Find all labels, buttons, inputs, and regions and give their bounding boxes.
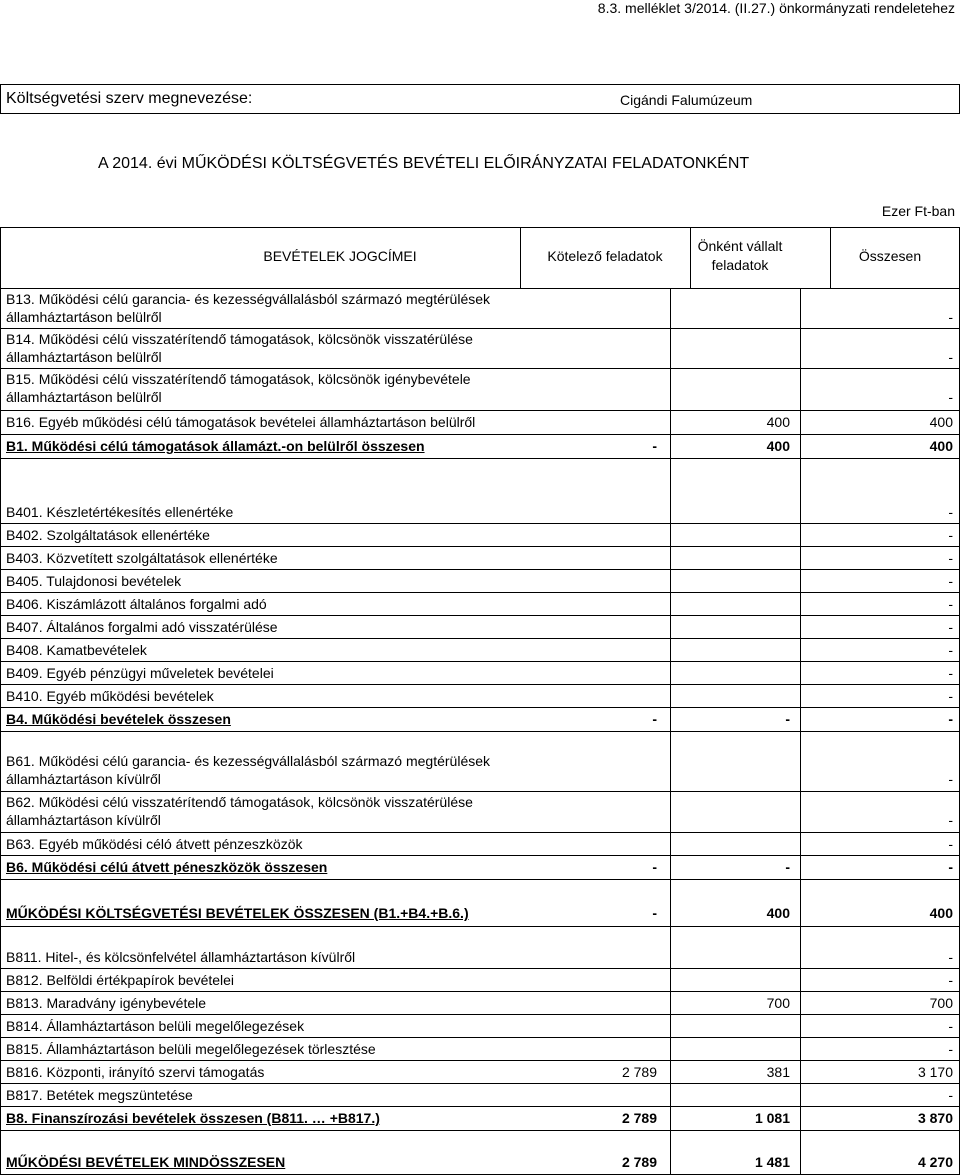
- value-b: 400: [766, 438, 790, 454]
- unit-label: Ezer Ft-ban: [881, 203, 955, 219]
- value-c: -: [948, 1087, 953, 1103]
- value-c: -: [948, 665, 953, 681]
- table-top-border: [0, 227, 960, 228]
- row-divider: [0, 661, 960, 662]
- org-label: Költségvetési szerv megnevezése:: [6, 90, 253, 107]
- row-label: B811. Hitel-, és kölcsönfelvétel államháztartáson kívülről: [6, 949, 356, 965]
- row-label: B401. Készletértékesítés ellenértéke: [6, 504, 234, 520]
- row-divider: [0, 410, 960, 411]
- row-label: B410. Egyéb működési bevételek: [6, 688, 214, 704]
- row-label: B1. Működési célú támogatások államázt.-on belülről összesen: [6, 438, 425, 454]
- value-c: -: [948, 527, 953, 543]
- row-divider: [0, 1083, 960, 1084]
- value-a: -: [652, 438, 657, 454]
- row-divider: [0, 592, 960, 593]
- row-divider: [0, 991, 960, 992]
- row-label: B408. Kamatbevételek: [6, 642, 147, 658]
- row-label-continued: államháztartáson belülről: [6, 349, 162, 365]
- column-divider: [520, 227, 521, 288]
- row-divider: [0, 1037, 960, 1038]
- value-b: 400: [766, 414, 790, 430]
- row-divider: [0, 1106, 960, 1107]
- row-label: B817. Betétek megszüntetése: [6, 1087, 193, 1103]
- row-label-continued: államháztartáson belülről: [6, 389, 162, 405]
- column-header-mandatory: Kötelező feladatok: [547, 248, 663, 264]
- value-c: 3 170: [917, 1064, 953, 1080]
- column-header-voluntary: Önként vállalt: [697, 238, 783, 254]
- row-label: MŰKÖDÉSI KÖLTSÉGVETÉSI BEVÉTELEK ÖSSZESEN (B1.+B4.+B.6.): [6, 905, 469, 921]
- row-label-continued: államháztartáson kívülről: [6, 771, 161, 787]
- row-label: B15. Működési célú visszatérítendő támogatások, kölcsönök igénybevétele: [6, 371, 471, 387]
- row-label: B402. Szolgáltatások ellenértéke: [6, 527, 210, 543]
- value-b: -: [785, 859, 790, 875]
- row-label-continued: államháztartáson kívülről: [6, 812, 161, 828]
- value-a: 2 789: [621, 1064, 657, 1080]
- row-divider: [0, 832, 960, 833]
- row-label: B816. Központi, irányító szervi támogatás: [6, 1064, 265, 1080]
- row-label: B14. Működési célú visszatérítendő támogatások, kölcsönök visszatérülése: [6, 331, 473, 347]
- value-b: 400: [766, 905, 790, 921]
- value-c: -: [948, 859, 953, 875]
- column-header-total: Összesen: [858, 248, 922, 264]
- value-b: 700: [766, 995, 790, 1011]
- value-c: 400: [929, 414, 953, 430]
- value-c: 400: [929, 438, 953, 454]
- row-divider: [0, 1130, 960, 1131]
- value-c: -: [948, 504, 953, 520]
- row-label: MŰKÖDÉSI BEVÉTELEK MINDÖSSZESEN: [6, 1154, 286, 1170]
- row-divider: [0, 968, 960, 969]
- value-c: -: [948, 812, 953, 828]
- value-c: 3 870: [917, 1110, 953, 1126]
- value-c: -: [948, 771, 953, 787]
- value-b: 1 481: [754, 1154, 790, 1170]
- row-divider: [0, 546, 960, 547]
- value-c: -: [948, 309, 953, 325]
- row-divider: [0, 615, 960, 616]
- value-b: 381: [766, 1064, 790, 1080]
- row-label: B814. Államháztartáson belüli megelőlegezések: [6, 1018, 305, 1034]
- value-c: -: [948, 949, 953, 965]
- row-divider: [0, 855, 960, 856]
- row-divider: [0, 523, 960, 524]
- value-c: -: [948, 619, 953, 635]
- value-a: -: [652, 859, 657, 875]
- row-label: B61. Működési célú garancia- és kezességvállalásból származó megtérülések: [6, 753, 491, 769]
- value-c: -: [948, 1018, 953, 1034]
- org-name: Cigándi Falumúzeum: [620, 92, 753, 108]
- value-c: 400: [929, 905, 953, 921]
- column-divider: [0, 227, 1, 1175]
- value-c: -: [948, 550, 953, 566]
- row-divider: [0, 569, 960, 570]
- row-label: B812. Belföldi értékpapírok bevételei: [6, 972, 235, 988]
- value-c: 4 270: [917, 1154, 953, 1170]
- row-divider: [0, 434, 960, 435]
- row-label: B405. Tulajdonosi bevételek: [6, 573, 182, 589]
- row-label: B407. Általános forgalmi adó visszatérülése: [6, 619, 278, 635]
- column-divider: [690, 227, 691, 288]
- column-divider: [830, 227, 831, 288]
- row-divider: [0, 926, 960, 927]
- value-c: -: [948, 389, 953, 405]
- value-b: 1 081: [754, 1110, 790, 1126]
- row-divider: [0, 707, 960, 708]
- row-label: B62. Működési célú visszatérítendő támogatások, kölcsönök visszatérülése: [6, 794, 473, 810]
- row-divider: [0, 1014, 960, 1015]
- value-c: -: [948, 596, 953, 612]
- value-a: -: [652, 905, 657, 921]
- row-divider: [0, 684, 960, 685]
- value-a: 2 789: [621, 1110, 657, 1126]
- row-label: B815. Államháztartáson belüli megelőlegezések törlesztése: [6, 1041, 376, 1057]
- value-c: -: [948, 573, 953, 589]
- value-a: -: [652, 711, 657, 727]
- row-label-continued: államháztartáson belülről: [6, 309, 162, 325]
- row-divider: [0, 368, 960, 369]
- row-label: B409. Egyéb pénzügyi műveletek bevételei: [6, 665, 274, 681]
- value-c: -: [948, 972, 953, 988]
- value-b: -: [785, 711, 790, 727]
- row-label: B63. Egyéb működési céló átvett pénzeszközök: [6, 836, 303, 852]
- row-label: B8. Finanszírozási bevételek összesen (B811. … +B817.): [6, 1110, 380, 1126]
- value-c: -: [948, 642, 953, 658]
- header-reference: 8.3. melléklet 3/2014. (II.27.) önkormányzati rendeletehez: [597, 0, 955, 16]
- row-label: B13. Működési célú garancia- és kezességvállalásból származó megtérülések: [6, 291, 491, 307]
- column-header-voluntary-2: feladatok: [711, 257, 769, 273]
- value-c: -: [948, 1041, 953, 1057]
- row-divider: [0, 638, 960, 639]
- row-divider: [0, 879, 960, 880]
- row-divider: [0, 731, 960, 732]
- row-label: B406. Kiszámlázott általános forgalmi adó: [6, 596, 267, 612]
- page-title: A 2014. évi MŰKÖDÉSI KÖLTSÉGVETÉS BEVÉTELI ELŐIRÁNYZATAI FELADATONKÉNT: [98, 155, 750, 172]
- value-c: -: [948, 711, 953, 727]
- value-c: -: [948, 349, 953, 365]
- row-divider: [0, 1060, 960, 1061]
- row-divider: [0, 458, 960, 459]
- row-label: B813. Maradvány igénybevétele: [6, 995, 207, 1011]
- value-a: 2 789: [621, 1154, 657, 1170]
- row-divider: [0, 791, 960, 792]
- value-c: 700: [929, 995, 953, 1011]
- row-divider: [0, 328, 960, 329]
- header-divider: [0, 288, 960, 289]
- row-label: B16. Egyéb működési célú támogatások bevételei államháztartáson belülről: [6, 414, 476, 430]
- column-header-label: BEVÉTELEK JOGCÍMEI: [263, 248, 417, 264]
- value-c: -: [948, 688, 953, 704]
- row-label: B6. Működési célú átvett péneszközök összesen: [6, 859, 328, 875]
- row-label: B4. Működési bevételek összesen: [6, 711, 231, 727]
- row-label: B403. Közvetített szolgáltatások ellenértéke: [6, 550, 278, 566]
- value-c: -: [948, 836, 953, 852]
